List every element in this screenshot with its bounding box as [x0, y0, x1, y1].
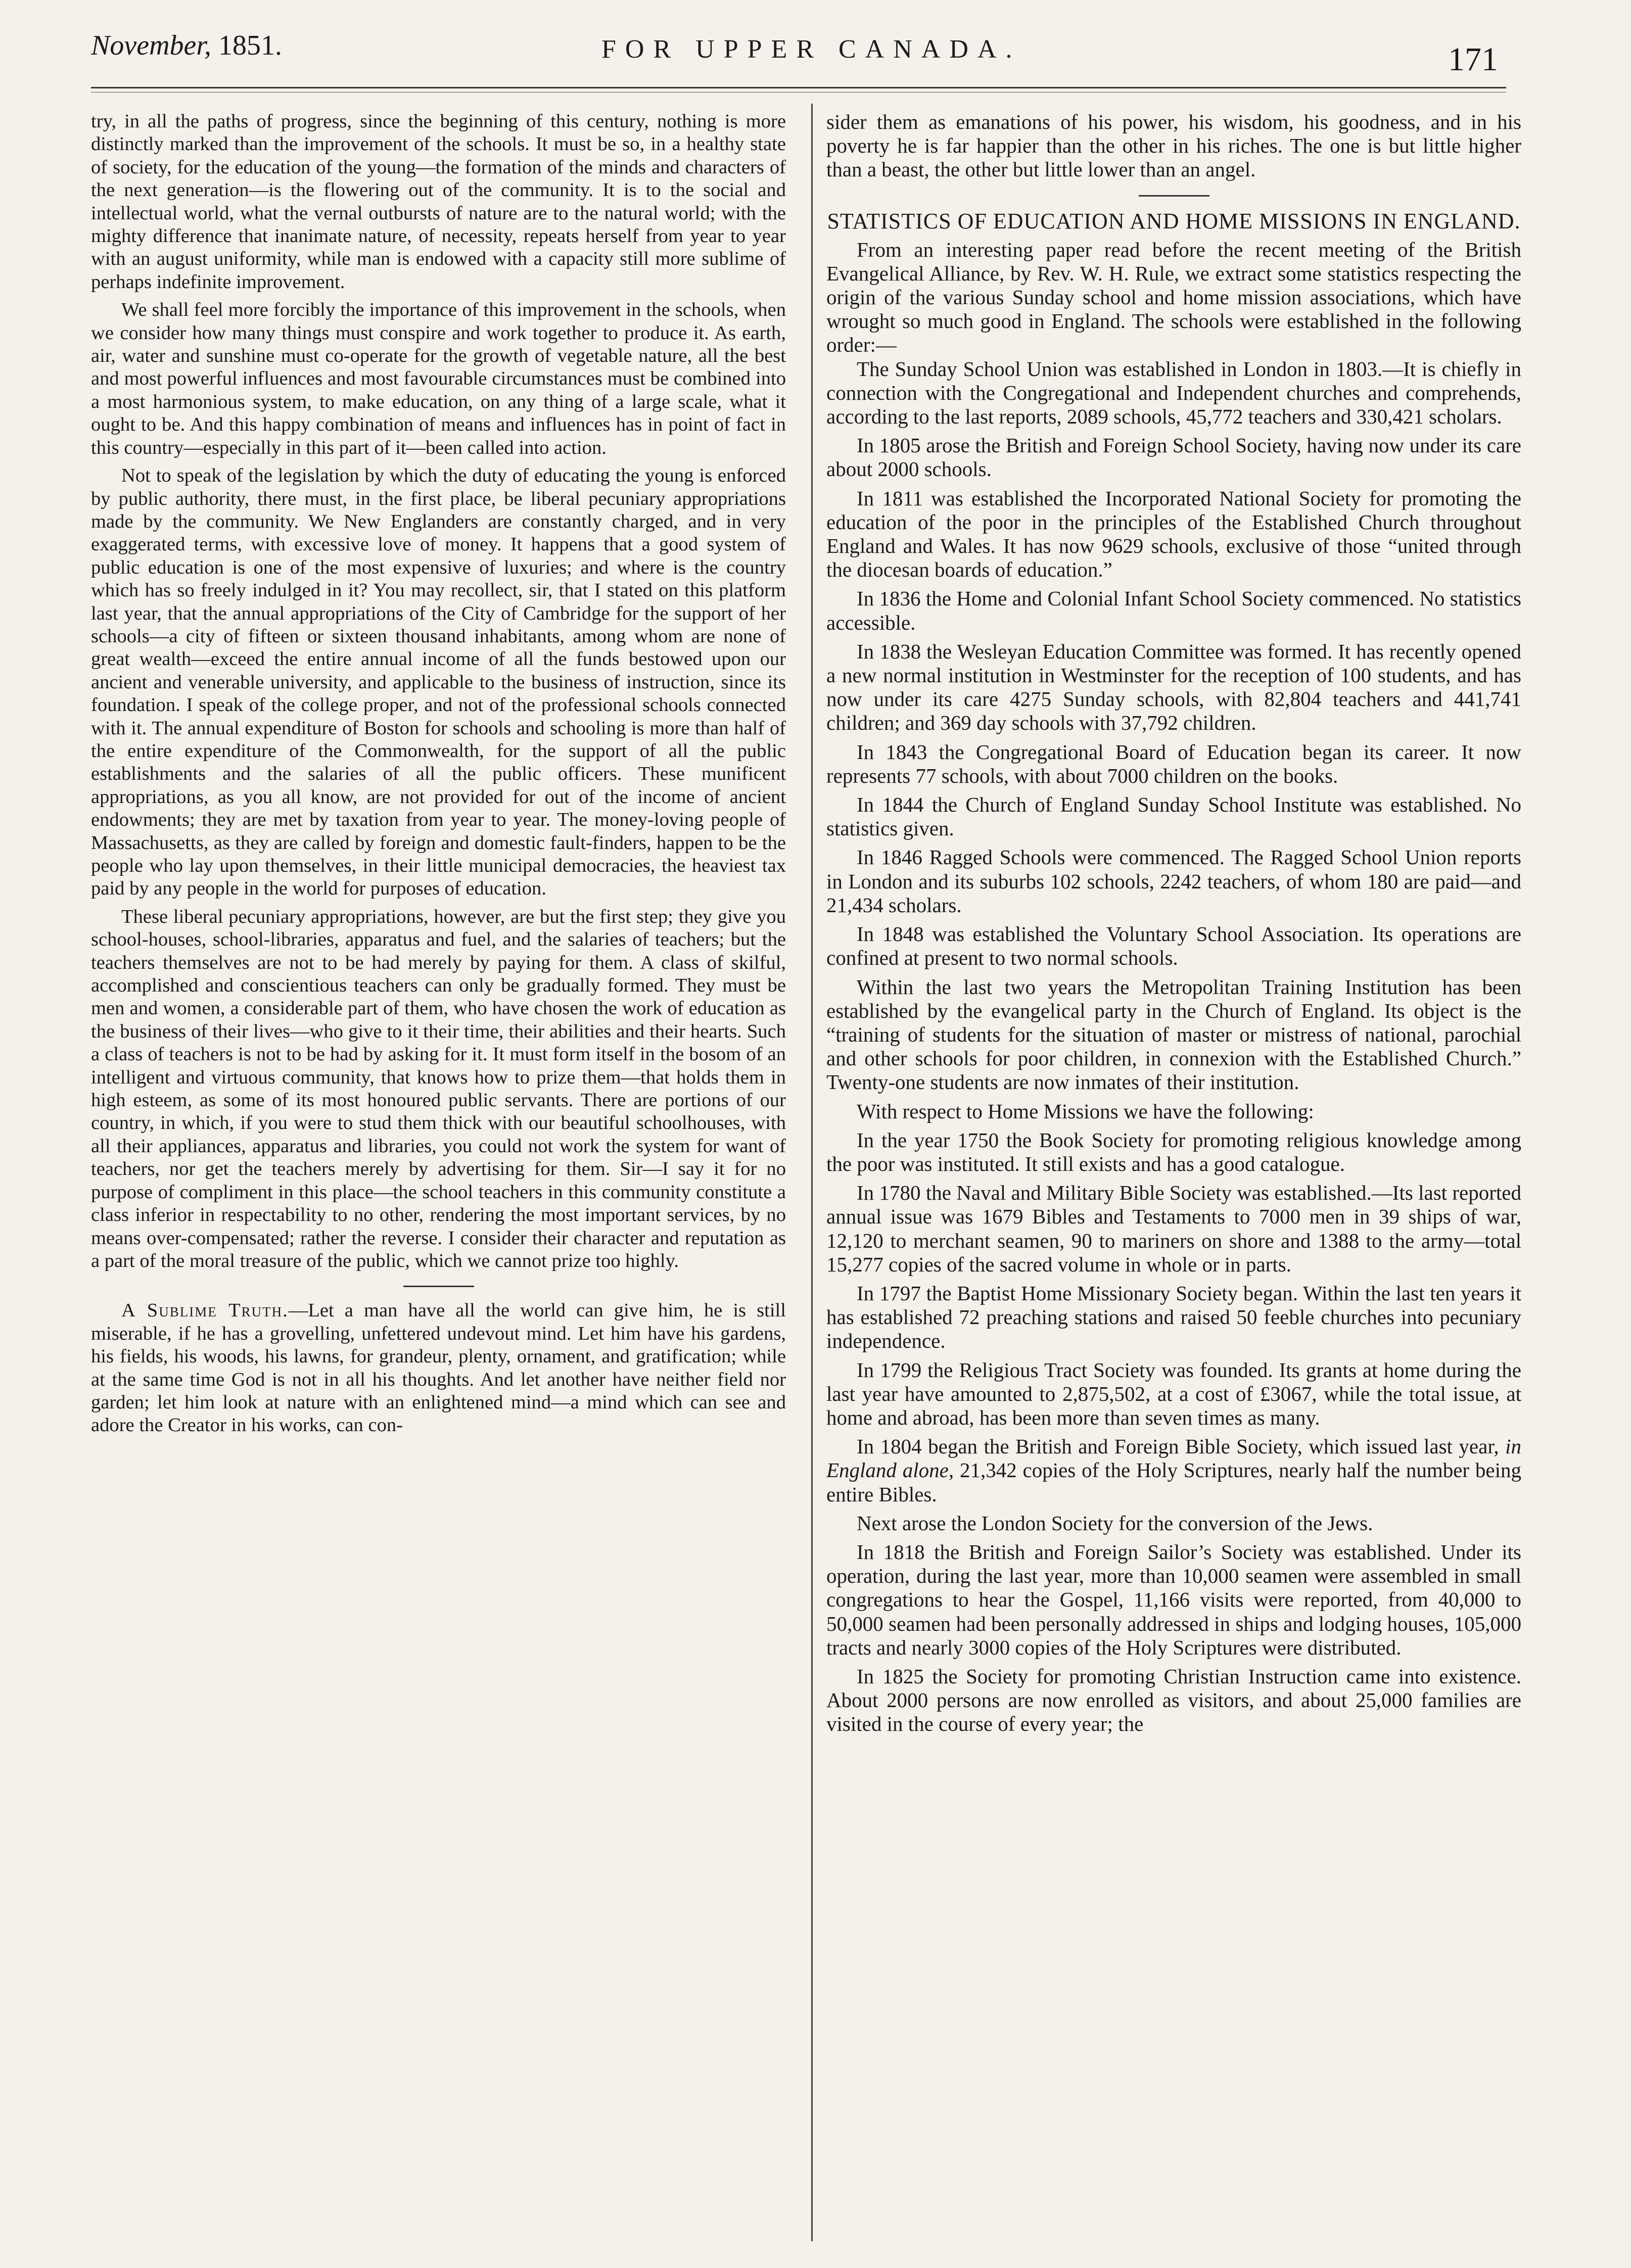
continuation-paragraph: sider them as emanations of his power, his wisdom, his goodness, and in his poverty he is far happier than the other in his riches. The one is but little higher than a beast, the other but little lower than an angel. [826, 110, 1521, 181]
article-paragraph: In the year 1750 the Book Society for promoting religious knowledge among the poor was instituted. It still exists and has a good catalogue. [826, 1128, 1521, 1175]
running-title: FOR UPPER CANADA. [601, 35, 1021, 64]
left-paragraph-3: Not to speak of the legislation by which the duty of educating the young is enforced by public authority, there must, in the first place, be liberal pecuniary appropriations made by the community. We New Englanders are constantly charged, and in very exaggerated terms, with excessive love of money. It happens that a good system of public education is one of the most expensive of luxuries; and where is the country which has so freely indulged in it? You may recollect, sir, that I stated on this platform last year, that the annual appropriations of the City of Cambridge for the support of her schools—a city of fifteen or sixteen thousand inhabitants, among whom are none of great wealth—exceed the entire annual income of all the funds bestowed upon our ancient and venerable university, and applicable to the business of instruction, since its foundation. I speak of the college proper, and not of the professional schools connected with it. The annual expenditure of Boston for schools and schooling is more than half of the entire expenditure of the Commonwealth, for the support of all the public establishments and the salaries of all the public officers. These munificent appropriations, as you all know, are not provided for out of the income of ancient endowments; they are met by taxation from year to year. The money-loving people of Massachusetts, as they are called by foreign and domestic fault-finders, happen to be the people who lay upon themselves, in their little municipal democracies, the heaviest tax paid by any people in the world for purposes of education. [91, 465, 786, 900]
article-paragraph: In 1797 the Baptist Home Missionary Society began. Within the last ten years it has established 72 preaching stations and raised 50 feeble churches into pecuniary independence. [826, 1281, 1521, 1353]
article-paragraph: In 1848 was established the Voluntary School Association. Its operations are confined at present to two normal schools. [826, 922, 1521, 970]
bible-text-italic: in England alone, [826, 1435, 1521, 1482]
article-paragraph: From an interesting paper read before the recent meeting of the British Evangelical Alliance, by Rev. W. H. Rule, we extract some statistics respecting the origin of the various Sunday school and home mission associations, which have wrought so much good in England. The schools were established in the following order:— [826, 238, 1521, 357]
page-number: 171 [1448, 41, 1498, 78]
article-paragraph: In 1838 the Wesleyan Education Committee was formed. It has recently opened a new normal institution in Westminster for the reception of 100 students, and has now under its care 4275 Sunday schools, with 82,804 teachers and 441,741 children; and 369 day schools with 37,792 children. [826, 639, 1521, 735]
left-paragraph-4: These liberal pecuniary appropriations, however, are but the first step; they give you school-houses, school-libraries, apparatus and fuel, and the salaries of teachers; but the teachers themselves are not to be had merely by paying for them. A class of skilful, accomplished and conscientious teachers can only be gradually formed. They must be men and women, a considerable part of them, who have chosen the work of education as the business of their lives—who give to it their time, their abilities and their hearts. Such a class of teachers is not to be had by asking for it. It must form itself in the bosom of an intelligent and virtuous community, that knows how to prize them—that holds them in high esteem, as some of its most honoured public servants. There are portions of our country, in which, if you were to stud them thick with our beautiful schoolhouses, with all their appliances, apparatus and libraries, you could not work the system for want of teachers, nor get the teachers merely by advertising for them. Sir—I say it for no purpose of compliment in this place—the school teachers in this community constitute a class inferior in respectability to no other, rendering the most important services, by no means over-compensated; rather the reverse. I consider their character and reputation as a part of the moral treasure of the public, which we cannot prize too highly. [91, 906, 786, 1271]
article-paragraph: In 1780 the Naval and Military Bible Society was established.—Its last reported annual issue was 1679 Bibles and Testaments to 7000 men in 39 ships of war, 12,120 to merchant seamen, 90 to mariners on shore and 1388 to the army—total 15,277 copies of the sacred volume in whole or in parts. [826, 1181, 1521, 1276]
section-rule [1139, 195, 1209, 197]
section-rule [403, 1286, 474, 1287]
sublime-truth-paragraph [91, 1299, 786, 1437]
right-column [826, 110, 1521, 1736]
bible-society-paragraph [826, 1435, 1521, 1506]
article-paragraph: With respect to Home Missions we have the following: [857, 1099, 1314, 1123]
sublime-truth-heading: A Sublime Truth. [121, 1300, 289, 1321]
header-month: November, [91, 30, 211, 61]
header-rule [91, 87, 1506, 88]
article-paragraph: In 1846 Ragged Schools were commenced. The Ragged School Union reports in London and its suburbs 102 schools, 2242 teachers, of whom 180 are paid—and 21,434 scholars. [826, 845, 1521, 917]
article-paragraph: The Sunday School Union was established in London in 1803.—It is chiefly in connection with the Congregational and Independent churches and comprehends, according to the last reports, 2089 schools, 45,772 teachers and 330,421 scholars. [826, 357, 1521, 429]
article-paragraph: In 1811 was established the Incorporated National Society for promoting the education of the poor in the principles of the Established Church throughout England and Wales. It has now 9629 schools, exclusive of those “united through the diocesan boards of education.” [826, 486, 1521, 582]
article-paragraph: In 1825 the Society for promoting Christian Instruction came into existence. About 2000 persons are now enrolled as visitors, and about 25,000 families are visited in the course of every year; the [826, 1664, 1521, 1736]
article-paragraph: In 1799 the Religious Tract Society was founded. Its grants at home during the last year have amounted to 2,875,502, at a cost of £3067, while the total issue, at home and abroad, has been more than seven times as many. [826, 1358, 1521, 1429]
article-paragraph: In 1818 the British and Foreign Sailor’s Society was established. Under its operation, during the last year, more than 10,000 seamen were assembled in small congregations to hear the Gospel, 11,166 visits were reported, from 40,000 to 50,000 seamen had been personally addressed in ships and lodging houses, 105,000 tracts and nearly 3000 copies of the Holy Scriptures were distributed. [826, 1540, 1521, 1659]
article-paragraph: In 1843 the Congregational Board of Education began its career. It now represents 77 schools, with about 7000 children on the books. [826, 740, 1521, 787]
bible-text-start: In 1804 began the British and Foreign Bible Society, which issued last year, [857, 1435, 1499, 1458]
article-paragraph: In 1836 the Home and Colonial Infant School Society commenced. No statistics accessible. [826, 587, 1521, 634]
article-paragraph: Next arose the London Society for the conversion of the Jews. [857, 1511, 1373, 1535]
article-paragraph: In 1805 arose the British and Foreign School Society, having now under its care about 2000 schools. [826, 434, 1521, 481]
article-paragraph: In 1844 the Church of England Sunday School Institute was established. No statistics given. [826, 793, 1521, 840]
sublime-truth-text: —Let a man have all the world can give him, he is still miserable, if he has a grovelling, unfettered undevout mind. Let him have his gardens, his fields, his woods, his lawns, for grandeur, plenty, ornament, and gratification; while at the same time God is not in all his thoughts. And let another have neither field nor garden; let him look at nature with an enlightened mind—a mind which can see and adore the Creator in his works, can con- [91, 1300, 786, 1436]
article-title: STATISTICS OF EDUCATION AND HOME MISSIONS IN ENGLAND. [827, 208, 1521, 233]
header-year: 1851. [218, 30, 282, 61]
left-paragraph-2: We shall feel more forcibly the importance of this improvement in the schools, when we consider how many things must conspire and work together to produce it. As earth, air, water and sunshine must co-operate for the growth of vegetable nature, all the best and most powerful influences and most favourable circumstances must be combined into a most harmonious system, to make education, on any thing of a large scale, what it ought to be. And this happy combination of means and influences has in point of fact in this country—especially in this part of it—been called into action. [91, 299, 786, 458]
bible-text-end: 21,342 copies of the Holy Scriptures, nearly half the number being entire Bibles. [826, 1458, 1521, 1506]
column-divider [811, 104, 813, 2241]
header-date [91, 29, 282, 62]
left-paragraph-1: try, in all the paths of progress, since the beginning of this century, nothing is more distinctly marked than the improvement of the schools. It must be so, in a healthy state of society, for the education of the young—the formation of the minds and characters of the next generation—is the flowering out of the community. It is to the social and intellectual world, what the vernal outbursts of nature are to the natural world; with the mighty difference that inanimate nature, of necessity, repeats herself from year to year with an august uniformity, while man is endowed with a capacity still more sublime of perhaps indefinite improvement. [91, 111, 786, 293]
article-paragraph: Within the last two years the Metropolitan Training Institution has been established by the evangelical party in the Church of England. Its object is the “training of students for the situation of master or mistress of national, parochial and other schools for poor children, in connexion with the Established Church.” Twenty-one students are now inmates of their institution. [826, 975, 1521, 1094]
left-column [91, 110, 786, 1437]
